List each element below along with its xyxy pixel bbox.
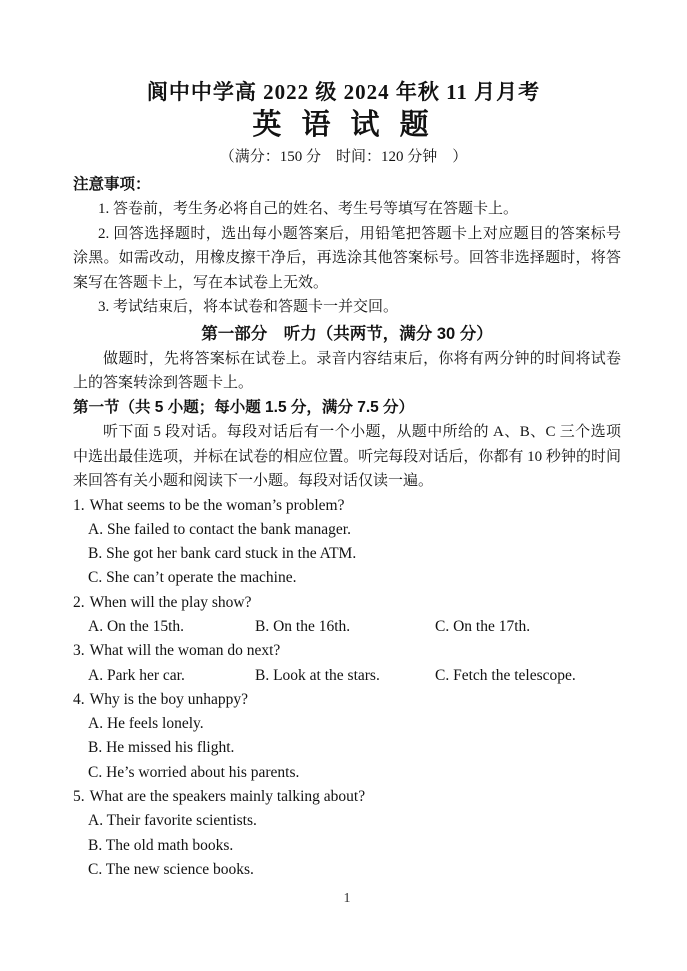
- section1-instructions: 听下面 5 段对话。每段对话后有一个小题，从题中所给的 A、B、C 三个选项中选出最佳选项，并标在试卷的相应位置。听完每段对话后，你都有 10 秒钟的时间来回答有关小题和阅读下一小题。每段对话仅读一遍。: [73, 424, 621, 489]
- exam-body: [0, 173, 687, 908]
- section1-heading: 第一节（共 5 小题；每小题 1.5 分，满分 7.5 分）: [73, 398, 415, 416]
- question-3-number: 3.: [73, 642, 85, 660]
- question-5-number: 5.: [73, 788, 85, 806]
- exam-title-subject: 英 语 试 题: [252, 109, 435, 141]
- part1-intro-paragraph: 做题时，先将答案标在试卷上。录音内容结束后，你将有两分钟的时间将试卷上的答案转涂到答题卡上。: [73, 350, 621, 391]
- question-2-option-a: A. On the 15th.: [88, 617, 185, 635]
- question-4-option-c: C. He’s worried about his parents.: [88, 763, 300, 781]
- question-5-option-c: C. The new science books.: [88, 860, 254, 878]
- question-1: [73, 494, 621, 518]
- notice-item-2: 2. 回答选择题时，选出每小题答案后，用铅笔把答题卡上对应题目的答案标号涂黑。如需改动，用橡皮擦干净后，再选涂其他答案标号。回答非选择题时，将答案写在答题卡上，写在本试卷上无效。: [73, 225, 621, 291]
- question-3-options: [73, 664, 621, 688]
- question-5-option-b: B. The old math books.: [88, 836, 234, 854]
- question-1-text: What seems to be the woman’s problem?: [89, 496, 345, 514]
- question-1-option-b: B. She got her bank card stuck in the ATM.: [88, 545, 357, 563]
- question-2: [73, 591, 621, 615]
- question-2-option-c: C. On the 17th.: [435, 617, 531, 635]
- question-3-option-c: C. Fetch the telescope.: [435, 666, 576, 684]
- question-4-option-a: A. He feels lonely.: [88, 715, 204, 733]
- question-3-option-b: B. Look at the stars.: [255, 666, 380, 684]
- question-5-text: What are the speakers mainly talking about?: [89, 788, 366, 806]
- question-3-text: What will the woman do next?: [89, 642, 281, 660]
- question-2-number: 2.: [73, 593, 85, 611]
- notice-item-3: 3. 考试结束后，将本试卷和答题卡一并交回。: [98, 299, 399, 315]
- question-4-number: 4.: [73, 690, 85, 708]
- question-3-option-a: A. Park her car.: [88, 666, 185, 684]
- page-number: 1: [343, 891, 351, 907]
- question-5-option-a: A. Their favorite scientists.: [88, 812, 257, 830]
- exam-score-time-subtitle: （满分：150 分 时间：120 分钟 ）: [219, 149, 468, 165]
- notice-item-1: 1. 答卷前，考生务必将自己的姓名、考生号等填写在答题卡上。: [98, 201, 519, 217]
- question-1-option-c: C. She can’t operate the machine.: [88, 569, 297, 587]
- part1-heading: 第一部分 听力（共两节，满分 30 分）: [201, 324, 493, 343]
- question-2-option-b: B. On the 16th.: [255, 617, 351, 635]
- listening-questions: [73, 494, 621, 883]
- question-2-text: When will the play show?: [89, 593, 252, 611]
- question-1-number: 1.: [73, 496, 85, 514]
- question-4-option-b: B. He missed his flight.: [88, 739, 235, 757]
- question-4: [73, 688, 621, 712]
- question-2-options: [73, 615, 621, 639]
- question-3: [73, 639, 621, 663]
- exam-title-school-line: 阆中中学高 2022 级 2024 年秋 11 月月考: [146, 80, 541, 104]
- question-4-text: Why is the boy unhappy?: [89, 690, 249, 708]
- notice-heading: 注意事项：: [73, 176, 151, 193]
- question-1-option-a: A. She failed to contact the bank manager.: [88, 520, 351, 538]
- question-5: [73, 785, 621, 809]
